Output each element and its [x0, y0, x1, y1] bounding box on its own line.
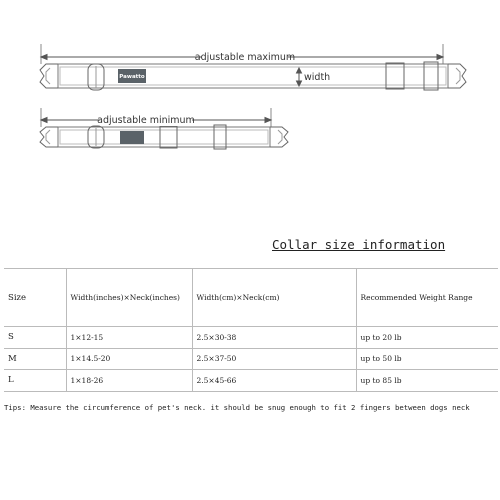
collar-diagram [0, 0, 500, 230]
tips-text: Tips: Measure the circumference of pet's neck. it should be snug enough to fit 2 fingers between dogs neck [4, 403, 470, 412]
max-collar-strap [58, 64, 448, 88]
table-cell: M [4, 348, 66, 370]
max-buckle-right-icon [448, 64, 466, 88]
table-cell: L [4, 370, 66, 392]
table-cell: up to 85 lb [356, 370, 498, 392]
table-cell: 2.5×37-50 [192, 348, 356, 370]
table-row [4, 327, 498, 349]
table-cell: up to 20 lb [356, 327, 498, 349]
width-label: width [304, 72, 331, 83]
max-arrow-right [437, 55, 443, 60]
max-brand-text: Pawatto [119, 74, 145, 80]
table-header-cell: Size [4, 269, 66, 327]
table-cell: S [4, 327, 66, 349]
min-buckle-left-icon [40, 127, 58, 147]
min-brand-label [120, 131, 144, 144]
table-cell: 1×18-26 [66, 370, 192, 392]
table-header-cell: Recommended Weight Range [356, 269, 498, 327]
table-cell: 2.5×45-66 [192, 370, 356, 392]
table-cell: 2.5×30-38 [192, 327, 356, 349]
section-title: Collar size information [272, 237, 446, 252]
table-header-row [4, 269, 498, 327]
min-dimension-label: adjustable minimum [97, 115, 195, 126]
table-header-cell: Width(inches)×Neck(inches) [66, 269, 192, 327]
max-collar-strap-inner [60, 67, 446, 85]
table-cell: 1×12-15 [66, 327, 192, 349]
table-cell: 1×14.5-20 [66, 348, 192, 370]
max-buckle-left-icon [40, 64, 58, 88]
max-arrow-left [41, 55, 47, 60]
table-header-cell: Width(cm)×Neck(cm) [192, 269, 356, 327]
min-buckle-right-icon [270, 127, 288, 147]
min-slider-icon [160, 126, 177, 148]
max-dimension-label: adjustable maximum [194, 52, 296, 63]
size-table [4, 268, 498, 392]
table-cell: up to 50 lb [356, 348, 498, 370]
table-row [4, 370, 498, 392]
table-row [4, 348, 498, 370]
